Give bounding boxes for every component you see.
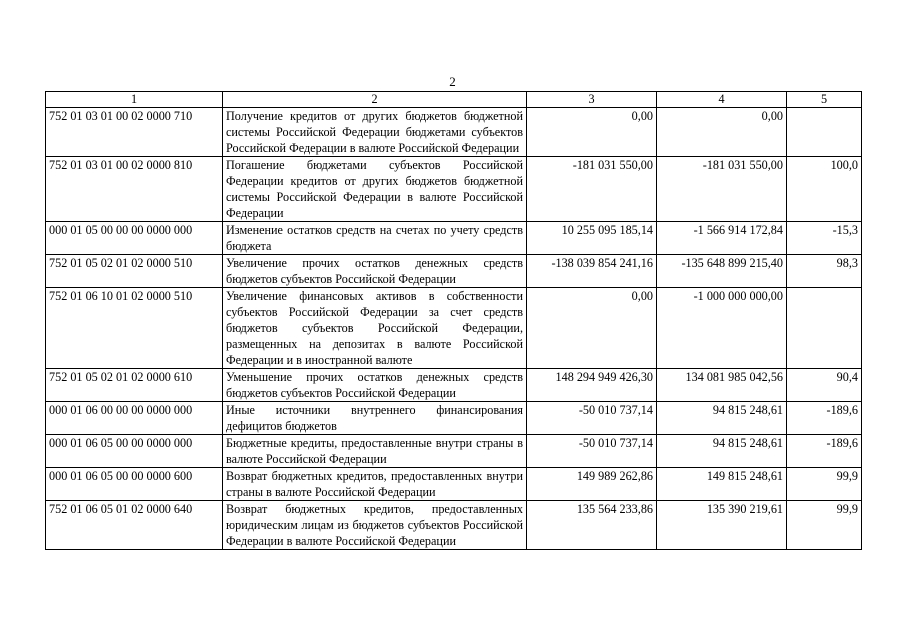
percent-cell <box>787 108 862 157</box>
executed-amount-cell: -181 031 550,00 <box>657 157 787 222</box>
approved-amount-cell: 0,00 <box>527 288 657 369</box>
item-name-cell: Изменение остатков средств на счетах по учету средств бюджета <box>223 222 527 255</box>
item-name-cell: Увеличение финансовых активов в собственности субъектов Российской Федерации за счет средств бюджетов субъектов Российской Федерации, размещенных на депозитах в валюте Российской Федерации и в иностранной валюте <box>223 288 527 369</box>
budget-code-cell: 000 01 06 05 00 00 0000 600 <box>46 468 223 501</box>
item-name-cell: Увеличение прочих остатков денежных средств бюджетов субъектов Российской Федерации <box>223 255 527 288</box>
page-number: 2 <box>449 74 456 89</box>
percent-cell <box>787 288 862 369</box>
header-cell: 4 <box>657 92 787 108</box>
table-row <box>46 435 862 468</box>
approved-amount-cell: -181 031 550,00 <box>527 157 657 222</box>
table-header-row <box>46 92 862 108</box>
table-row <box>46 369 862 402</box>
executed-amount-cell: 94 815 248,61 <box>657 435 787 468</box>
table-row <box>46 157 862 222</box>
percent-cell: -189,6 <box>787 402 862 435</box>
budget-code-cell: 000 01 06 05 00 00 0000 000 <box>46 435 223 468</box>
budget-code-cell: 752 01 05 02 01 02 0000 610 <box>46 369 223 402</box>
executed-amount-cell: -1 566 914 172,84 <box>657 222 787 255</box>
table-row <box>46 288 862 369</box>
executed-amount-cell: 94 815 248,61 <box>657 402 787 435</box>
approved-amount-cell: -138 039 854 241,16 <box>527 255 657 288</box>
budget-code-cell: 752 01 03 01 00 02 0000 710 <box>46 108 223 157</box>
header-cell: 5 <box>787 92 862 108</box>
item-name-cell: Уменьшение прочих остатков денежных средств бюджетов субъектов Российской Федерации <box>223 369 527 402</box>
header-cell: 2 <box>223 92 527 108</box>
executed-amount-cell: 135 390 219,61 <box>657 501 787 550</box>
executed-amount-cell: 149 815 248,61 <box>657 468 787 501</box>
percent-cell: 99,9 <box>787 501 862 550</box>
approved-amount-cell: -50 010 737,14 <box>527 435 657 468</box>
budget-code-cell: 000 01 06 00 00 00 0000 000 <box>46 402 223 435</box>
budget-code-cell: 752 01 03 01 00 02 0000 810 <box>46 157 223 222</box>
executed-amount-cell: -1 000 000 000,00 <box>657 288 787 369</box>
approved-amount-cell: 149 989 262,86 <box>527 468 657 501</box>
executed-amount-cell: -135 648 899 215,40 <box>657 255 787 288</box>
item-name-cell: Получение кредитов от других бюджетов бюджетной системы Российской Федерации бюджетами субъектов Российской Федерации в валюте Российской Федерации <box>223 108 527 157</box>
approved-amount-cell: 10 255 095 185,14 <box>527 222 657 255</box>
approved-amount-cell: 135 564 233,86 <box>527 501 657 550</box>
approved-amount-cell: 0,00 <box>527 108 657 157</box>
percent-cell: -189,6 <box>787 435 862 468</box>
percent-cell: 99,9 <box>787 468 862 501</box>
item-name-cell: Бюджетные кредиты, предоставленные внутри страны в валюте Российской Федерации <box>223 435 527 468</box>
approved-amount-cell: -50 010 737,14 <box>527 402 657 435</box>
percent-cell: 90,4 <box>787 369 862 402</box>
header-cell: 3 <box>527 92 657 108</box>
executed-amount-cell: 134 081 985 042,56 <box>657 369 787 402</box>
table-row <box>46 468 862 501</box>
item-name-cell: Погашение бюджетами субъектов Российской Федерации кредитов от других бюджетов бюджетной системы Российской Федерации в валюте Российской Федерации <box>223 157 527 222</box>
header-cell: 1 <box>46 92 223 108</box>
executed-amount-cell: 0,00 <box>657 108 787 157</box>
percent-cell: -15,3 <box>787 222 862 255</box>
item-name-cell: Иные источники внутреннего финансирования дефицитов бюджетов <box>223 402 527 435</box>
item-name-cell: Возврат бюджетных кредитов, предоставленных внутри страны в валюте Российской Федерации <box>223 468 527 501</box>
table-row <box>46 501 862 550</box>
item-name-cell: Возврат бюджетных кредитов, предоставленных юридическим лицам из бюджетов субъектов Российской Федерации в валюте Российской Федерации <box>223 501 527 550</box>
budget-code-cell: 000 01 05 00 00 00 0000 000 <box>46 222 223 255</box>
budget-code-cell: 752 01 06 10 01 02 0000 510 <box>46 288 223 369</box>
budget-code-cell: 752 01 06 05 01 02 0000 640 <box>46 501 223 550</box>
percent-cell: 100,0 <box>787 157 862 222</box>
table-row <box>46 222 862 255</box>
budget-sources-table <box>45 91 862 550</box>
table-row <box>46 108 862 157</box>
table-row <box>46 402 862 435</box>
budget-code-cell: 752 01 05 02 01 02 0000 510 <box>46 255 223 288</box>
percent-cell: 98,3 <box>787 255 862 288</box>
table-row <box>46 255 862 288</box>
approved-amount-cell: 148 294 949 426,30 <box>527 369 657 402</box>
